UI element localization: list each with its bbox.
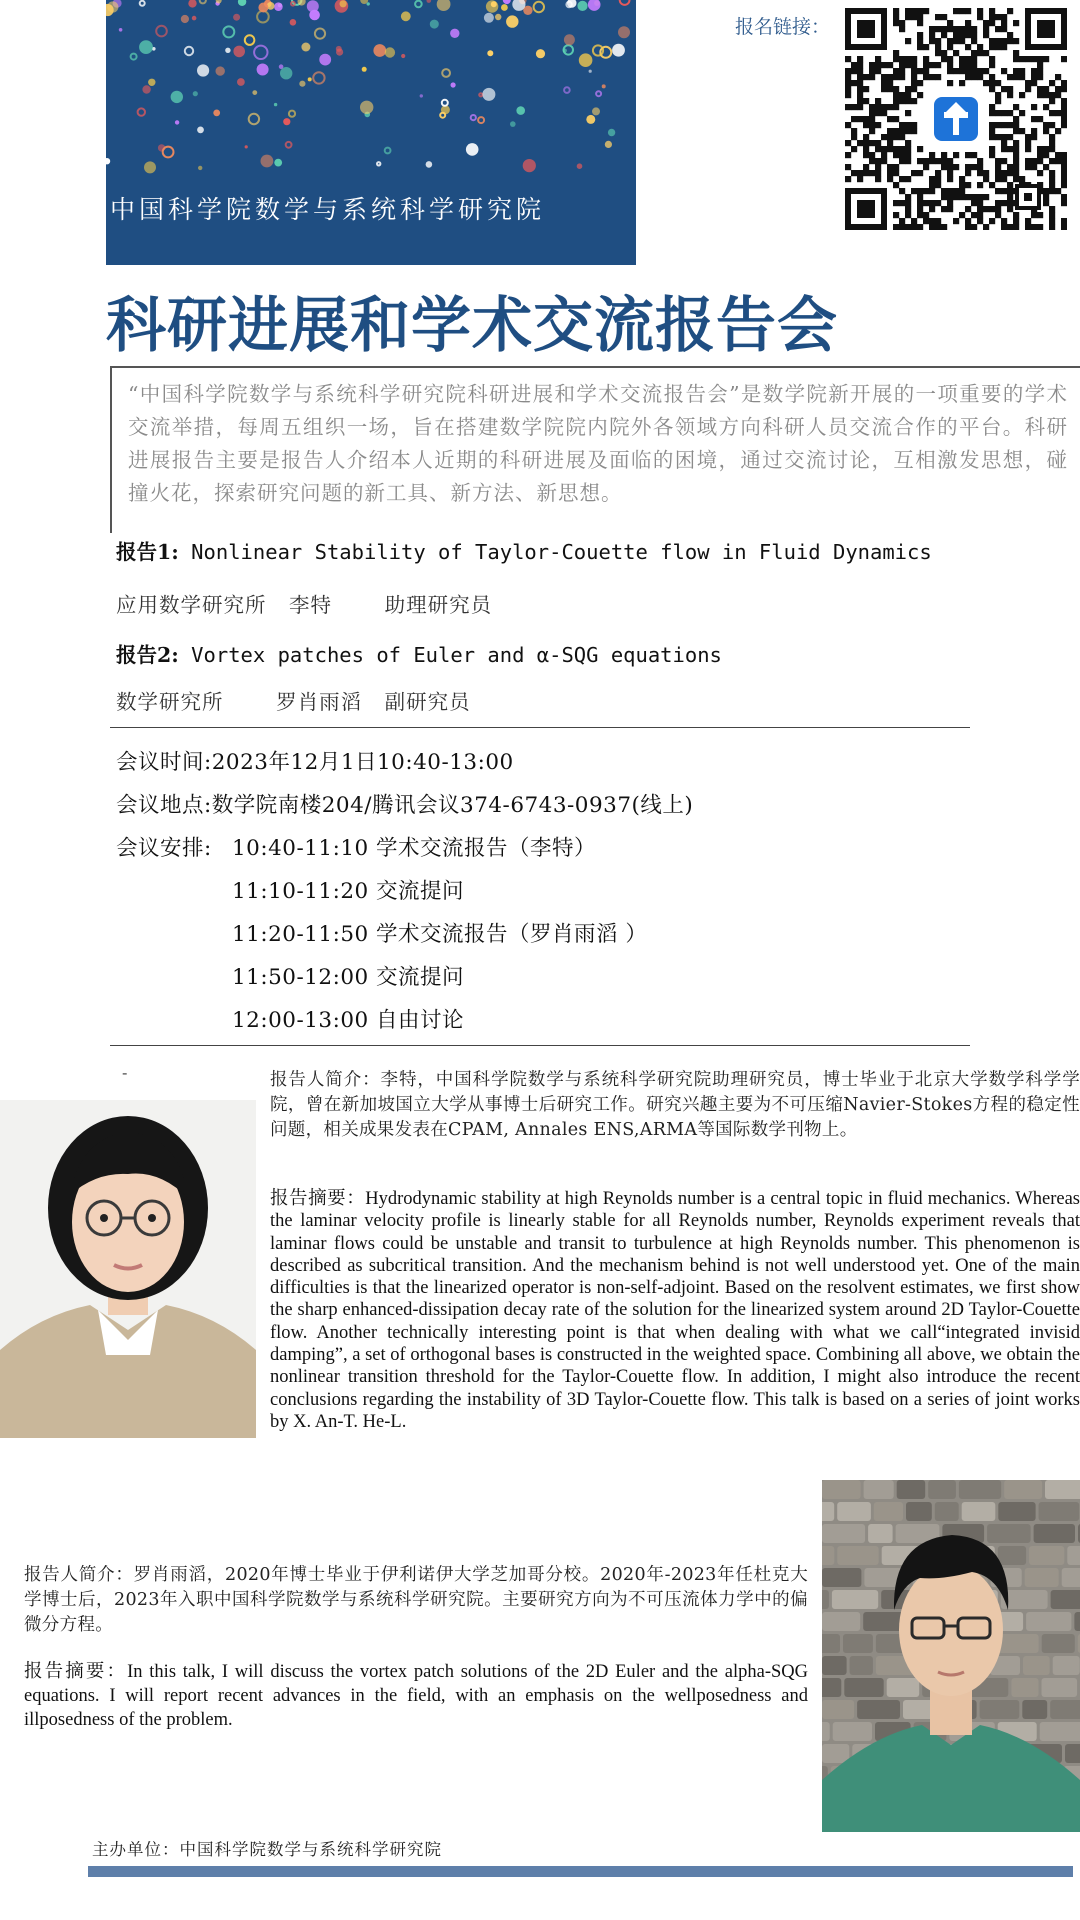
speaker-2-abstract: 报告摘要：In this talk, I will discuss the vortex patch solutions of the 2D Euler and the alpha-SQG equations. I will report recent advances in the field, with an emphasis on the wellposedness and illposedness of the problem. [24,1662,808,1730]
meeting-time: 会议时间:2023年12月1日10:40-13:00 [116,750,514,775]
talk-1-speaker: 应用数学研究所 李特 助理研究员 [116,593,493,617]
header-banner [106,0,636,265]
intro-paragraph: “中国科学院数学与系统科学研究院科研进展和学术交流报告会”是数学院新开展的一项重要的学术交流举措，每周五组织一场，旨在搭建数学院院内院外各领域方向科研人员交流合作的平台。科研进展报告主要是报告人介绍本人近期的科研进展及面临的困境，通过交流讨论，互相激发思想，碰撞火花，探索研究问题的新工具、新方法、新思想。 [128,382,1068,505]
tencent-docs-logo-icon [930,93,982,145]
meeting-place: 会议地点:数学院南楼204/腾讯会议374-6743-0937(线上) [116,793,694,818]
schedule-item-1: 10:40-11:10 学术交流报告（李特） [232,836,597,861]
talk-2-speaker: 数学研究所 罗肖雨滔 副研究员 [116,690,471,714]
footer-bar [88,1866,1073,1877]
schedule-item-3: 11:20-11:50 学术交流报告（罗肖雨滔 ） [232,922,648,947]
qr-finder-top-right [1025,8,1067,50]
divider-top [110,727,970,728]
speaker-2-bio: 报告人简介：罗肖雨滔，2020年博士毕业于伊利诺伊大学芝加哥分校。2020年-2023年任杜克大学博士后，2023年入职中国科学院数学与系统科学研究院。主要研究方向为不可压流体力学中的偏微分方程。 [24,1565,808,1635]
talk-1-title: Nonlinear Stability of Taylor-Couette flow in Fluid Dynamics [178,540,932,564]
speaker-1-bio: 报告人简介：李特，中国科学院数学与系统科学研究院助理研究员，博士毕业于北京大学数学科学学院，曾在新加坡国立大学从事博士后研究工作。研究兴趣主要为不可压缩Navier-Stokes方程的稳定性问题，相关成果发表在CPAM, Annales ENS,ARMA等国际数学刊物上。 [270,1070,1080,1140]
divider-bottom [110,1045,970,1046]
talk-1-title-line [116,535,932,565]
talk-2-label: 报告2: [116,643,179,667]
speaker-2-photo [822,1480,1080,1832]
qr-code[interactable] [845,8,1067,230]
register-link-label: 报名链接： [735,16,831,38]
speaker-1-photo [0,1100,256,1438]
page-title: 科研进展和学术交流报告会 [106,291,838,361]
meeting-schedule-label: 会议安排: [116,836,212,861]
schedule-item-5: 12:00-13:00 自由讨论 [232,1008,465,1033]
talk-2-title: Vortex patches of Euler and α-SQG equations [178,643,722,667]
schedule-item-4: 11:50-12:00 交流提问 [232,965,465,990]
schedule-item-2: 11:10-11:20 交流提问 [232,879,465,904]
qr-finder-top-left [845,8,887,50]
speaker-1-abstract: 报告摘要：Hydrodynamic stability at high Reynolds number is a central topic in fluid mechanics. Whereas the laminar velocity profile is linearly stable for all Reynolds number, Reynolds experiment reveals that laminar flows could be unstable and transit to turbulence at high Reynolds number. This phenomenon is described as subcritical transition. And the mechanism behind is not well understood yet. One of the main difficulties is that the linearized operator is non-self-adjoint. Based on the resolvent estimates, we first show the sharp enhanced-dissipation decay rate of the solution for the linearized system around 2D Taylor-Couette flow. Another technically interesting point is that when dealing with what we call“integrated invisid damping”, a set of orthogonal bases is constructed in the weighted space. Combining all above, we obtain the nonlinear transition threshold for the Taylor-Couette flow. In addition, I might also introduce the recent conclusions regarding the instability of 3D Taylor-Couette flow. This talk is based on a series of joint works by X. An-T. He-L. [270,1189,1080,1432]
dash-mark: - [122,1063,128,1082]
talk-1-label: 报告1: [116,540,179,564]
organizer-line: 主办单位：中国科学院数学与系统科学研究院 [92,1840,442,1859]
talk-2-title-line [116,638,722,668]
qr-finder-bottom-left [845,188,887,230]
qr-align-mark [1015,184,1041,210]
banner-title: 中国科学院数学与系统科学研究院 [110,195,546,224]
